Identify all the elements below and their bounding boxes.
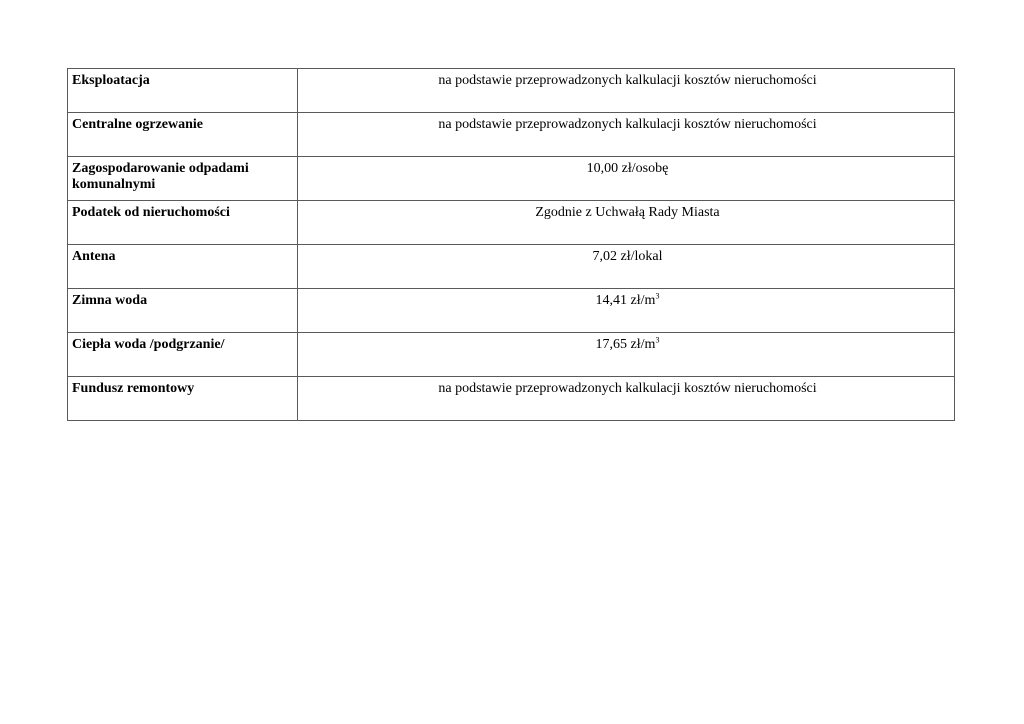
fee-value: Zgodnie z Uchwałą Rady Miasta xyxy=(298,201,955,245)
table-row xyxy=(68,69,955,113)
fee-name: Antena xyxy=(68,245,298,289)
fee-value: na podstawie przeprowadzonych kalkulacji kosztów nieruchomości xyxy=(298,69,955,113)
fee-value-cell xyxy=(298,333,955,377)
table-row xyxy=(68,113,955,157)
fee-value: 17,65 zł/m xyxy=(595,337,656,352)
fee-value: na podstawie przeprowadzonych kalkulacji kosztów nieruchomości xyxy=(298,113,955,157)
fee-value: na podstawie przeprowadzonych kalkulacji kosztów nieruchomości xyxy=(298,377,955,421)
fees-table xyxy=(67,68,955,421)
fee-name: Ciepła woda /podgrzanie/ xyxy=(68,333,298,377)
table-row xyxy=(68,157,955,201)
fee-value: 10,00 zł/osobę xyxy=(298,157,955,201)
fee-value-cell xyxy=(298,289,955,333)
table-row xyxy=(68,245,955,289)
fee-value: 14,41 zł/m xyxy=(595,293,656,308)
unit-exponent: 3 xyxy=(655,335,660,345)
fee-name: Podatek od nieruchomości xyxy=(68,201,298,245)
table-row xyxy=(68,201,955,245)
fee-value: 7,02 zł/lokal xyxy=(298,245,955,289)
table-row xyxy=(68,333,955,377)
table-row xyxy=(68,289,955,333)
unit-exponent: 3 xyxy=(655,291,660,301)
fee-name: Fundusz remontowy xyxy=(68,377,298,421)
fee-name: Zimna woda xyxy=(68,289,298,333)
fee-name: Centralne ogrzewanie xyxy=(68,113,298,157)
fee-name: Zagospodarowanie odpadami komunalnymi xyxy=(68,157,298,201)
fee-name: Eksploatacja xyxy=(68,69,298,113)
table-row xyxy=(68,377,955,421)
